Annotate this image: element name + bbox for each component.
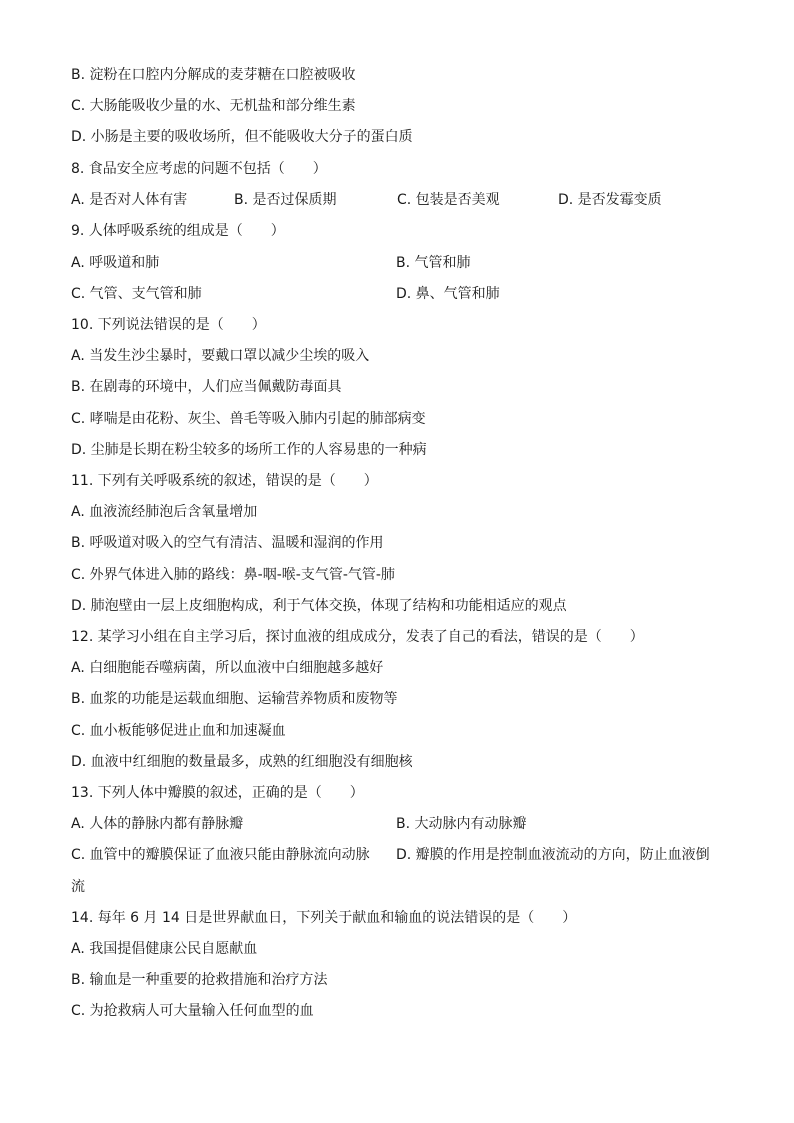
- q13-option-d-wrap: 流: [71, 879, 85, 895]
- q9-option-b: B. 气管和肺: [396, 255, 471, 271]
- q14-stem: 14. 每年 6 月 14 日是世界献血日，下列关于献血和输血的说法错误的是（ ）: [71, 910, 577, 926]
- q13-option-c: C. 血管中的瓣膜保证了血液只能由静脉流向动脉: [71, 847, 370, 863]
- q7-option-c: C. 大肠能吸收少量的水、无机盐和部分维生素: [71, 98, 356, 114]
- q7-option-b: B. 淀粉在口腔内分解成的麦芽糖在口腔被吸收: [71, 67, 356, 83]
- q11-option-d: D. 肺泡壁由一层上皮细胞构成，利于气体交换，体现了结构和功能相适应的观点: [71, 598, 567, 614]
- q8-option-d: D. 是否发霉变质: [558, 192, 662, 208]
- q7-option-d: D. 小肠是主要的吸收场所，但不能吸收大分子的蛋白质: [71, 129, 413, 145]
- q10-option-a: A. 当发生沙尘暴时，要戴口罩以减少尘埃的吸入: [71, 348, 370, 364]
- q9-option-d: D. 鼻、气管和肺: [396, 286, 500, 302]
- q11-option-b: B. 呼吸道对吸入的空气有清洁、温暖和湿润的作用: [71, 535, 384, 551]
- q10-option-c: C. 哮喘是由花粉、灰尘、兽毛等吸入肺内引起的肺部病变: [71, 411, 426, 427]
- q14-option-c: C. 为抢救病人可大量输入任何血型的血: [71, 1003, 314, 1019]
- q9-option-c: C. 气管、支气管和肺: [71, 286, 202, 302]
- q13-option-b: B. 大动脉内有动脉瓣: [396, 816, 527, 832]
- q9-stem: 9. 人体呼吸系统的组成是（ ）: [71, 223, 285, 239]
- q12-option-c: C. 血小板能够促进止血和加速凝血: [71, 723, 286, 739]
- q8-option-c: C. 包装是否美观: [397, 192, 500, 208]
- q10-option-b: B. 在剧毒的环境中，人们应当佩戴防毒面具: [71, 379, 342, 395]
- q13-option-a: A. 人体的静脉内都有静脉瓣: [71, 816, 244, 832]
- q14-option-a: A. 我国提倡健康公民自愿献血: [71, 941, 258, 957]
- q8-stem: 8. 食品安全应考虑的问题不包括（ ）: [71, 161, 327, 177]
- q12-option-b: B. 血浆的功能是运载血细胞、运输营养物质和废物等: [71, 691, 398, 707]
- q12-option-d: D. 血液中红细胞的数量最多，成熟的红细胞没有细胞核: [71, 754, 413, 770]
- q10-option-d: D. 尘肺是长期在粉尘较多的场所工作的人容易患的一种病: [71, 442, 427, 458]
- q12-stem: 12. 某学习小组在自主学习后，探讨血液的组成成分，发表了自己的看法，错误的是（ ）: [71, 629, 644, 645]
- q14-option-b: B. 输血是一种重要的抢救措施和治疗方法: [71, 972, 328, 988]
- q8-option-b: B. 是否过保质期: [234, 192, 337, 208]
- q11-option-a: A. 血液流经肺泡后含氧量增加: [71, 504, 258, 520]
- q11-option-c: C. 外界气体进入肺的路线：鼻-咽-喉-支气管-气管-肺: [71, 567, 395, 583]
- q8-option-a: A. 是否对人体有害: [71, 192, 188, 208]
- q13-option-d: D. 瓣膜的作用是控制血液流动的方向，防止血液倒: [396, 847, 710, 863]
- q9-option-a: A. 呼吸道和肺: [71, 255, 160, 271]
- q12-option-a: A. 白细胞能吞噬病菌，所以血液中白细胞越多越好: [71, 660, 384, 676]
- q13-stem: 13. 下列人体中瓣膜的叙述，正确的是（ ）: [71, 785, 364, 801]
- q10-stem: 10. 下列说法错误的是（ ）: [71, 317, 266, 333]
- q11-stem: 11. 下列有关呼吸系统的叙述，错误的是（ ）: [71, 473, 378, 489]
